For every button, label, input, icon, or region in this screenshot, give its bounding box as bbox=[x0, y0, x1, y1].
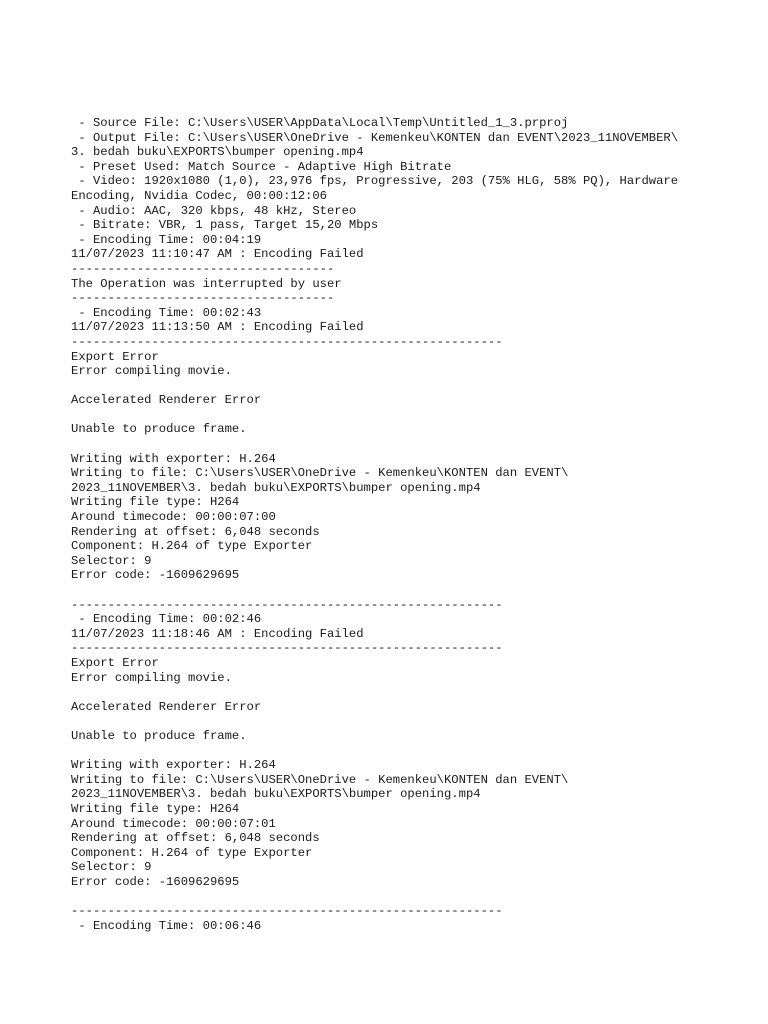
separator-line: ----------------------------------------------------------- bbox=[71, 334, 503, 349]
encoding-time-line: - Encoding Time: 00:04:19 bbox=[71, 232, 262, 247]
blank-line bbox=[71, 408, 751, 423]
file-path-line-cont: 2023_11NOVEMBER\3. bedah buku\EXPORTS\bumper opening.mp4 bbox=[71, 480, 481, 495]
failure-timestamp-line: 11/07/2023 11:18:46 AM : Encoding Failed bbox=[71, 626, 364, 641]
component-line: Component: H.264 of type Exporter bbox=[71, 845, 313, 860]
blank-line bbox=[71, 685, 751, 700]
error-message-line: Unable to produce frame. bbox=[71, 728, 247, 743]
separator-line: ----------------------------------------------------------- bbox=[71, 641, 503, 656]
interrupted-message-line: The Operation was interrupted by user bbox=[71, 276, 342, 291]
encoding-time-line: - Encoding Time: 00:02:43 bbox=[71, 305, 262, 320]
blank-line bbox=[71, 889, 751, 904]
file-path-line: Writing to file: C:\Users\USER\OneDrive - Kemenkeu\KONTEN dan EVENT\ bbox=[71, 466, 569, 481]
error-code-line: Error code: -1609629695 bbox=[71, 568, 240, 583]
file-path-line-cont: 2023_11NOVEMBER\3. bedah buku\EXPORTS\bumper opening.mp4 bbox=[71, 787, 481, 802]
error-heading-line: Export Error bbox=[71, 655, 159, 670]
blank-line bbox=[71, 379, 751, 394]
error-message-line: Accelerated Renderer Error bbox=[71, 699, 262, 714]
timecode-line: Around timecode: 00:00:07:01 bbox=[71, 816, 276, 831]
error-message-line: Error compiling movie. bbox=[71, 670, 232, 685]
selector-line: Selector: 9 bbox=[71, 860, 152, 875]
output-file-line: - Output File: C:\Users\USER\OneDrive - Kemenkeu\KONTEN dan EVENT\2023_11NOVEMBER\ bbox=[71, 130, 679, 145]
error-message-line: Accelerated Renderer Error bbox=[71, 393, 262, 408]
bitrate-line: - Bitrate: VBR, 1 pass, Target 15,20 Mbps bbox=[71, 218, 379, 233]
exporter-line: Writing with exporter: H.264 bbox=[71, 758, 276, 773]
offset-line: Rendering at offset: 6,048 seconds bbox=[71, 831, 320, 846]
failure-timestamp-line: 11/07/2023 11:10:47 AM : Encoding Failed bbox=[71, 247, 364, 262]
file-path-line: Writing to file: C:\Users\USER\OneDrive - Kemenkeu\KONTEN dan EVENT\ bbox=[71, 772, 569, 787]
encoding-time-line: - Encoding Time: 00:02:46 bbox=[71, 612, 262, 627]
timecode-line: Around timecode: 00:00:07:00 bbox=[71, 510, 276, 525]
selector-line: Selector: 9 bbox=[71, 553, 152, 568]
blank-line bbox=[71, 714, 751, 729]
preset-line: - Preset Used: Match Source - Adaptive High Bitrate bbox=[71, 159, 452, 174]
blank-line bbox=[71, 437, 751, 452]
source-file-line: - Source File: C:\Users\USER\AppData\Local\Temp\Untitled_1_3.prproj bbox=[71, 116, 569, 130]
separator-line: ----------------------------------------------------------- bbox=[71, 597, 503, 612]
separator-line: ------------------------------------ bbox=[71, 291, 335, 306]
encoding-time-line: - Encoding Time: 00:06:46 bbox=[71, 918, 262, 933]
error-code-line: Error code: -1609629695 bbox=[71, 874, 240, 889]
exporter-line: Writing with exporter: H.264 bbox=[71, 451, 276, 466]
audio-line: - Audio: AAC, 320 kbps, 48 kHz, Stereo bbox=[71, 203, 357, 218]
separator-line: ----------------------------------------------------------- bbox=[71, 904, 503, 919]
file-type-line: Writing file type: H264 bbox=[71, 495, 240, 510]
blank-line bbox=[71, 744, 751, 759]
error-message-line: Error compiling movie. bbox=[71, 364, 232, 379]
file-type-line: Writing file type: H264 bbox=[71, 801, 240, 816]
error-message-line: Unable to produce frame. bbox=[71, 422, 247, 437]
component-line: Component: H.264 of type Exporter bbox=[71, 539, 313, 554]
video-line-cont: Encoding, Nvidia Codec, 00:00:12:06 bbox=[71, 188, 327, 203]
offset-line: Rendering at offset: 6,048 seconds bbox=[71, 524, 320, 539]
blank-line bbox=[71, 583, 751, 598]
error-heading-line: Export Error bbox=[71, 349, 159, 364]
video-line: - Video: 1920x1080 (1,0), 23,976 fps, Progressive, 203 (75% HLG, 58% PQ), Hardware bbox=[71, 174, 679, 189]
log-document bbox=[71, 116, 751, 933]
failure-timestamp-line: 11/07/2023 11:13:50 AM : Encoding Failed bbox=[71, 320, 364, 335]
separator-line: ------------------------------------ bbox=[71, 261, 335, 276]
output-file-line-cont: 3. bedah buku\EXPORTS\bumper opening.mp4 bbox=[71, 145, 364, 160]
